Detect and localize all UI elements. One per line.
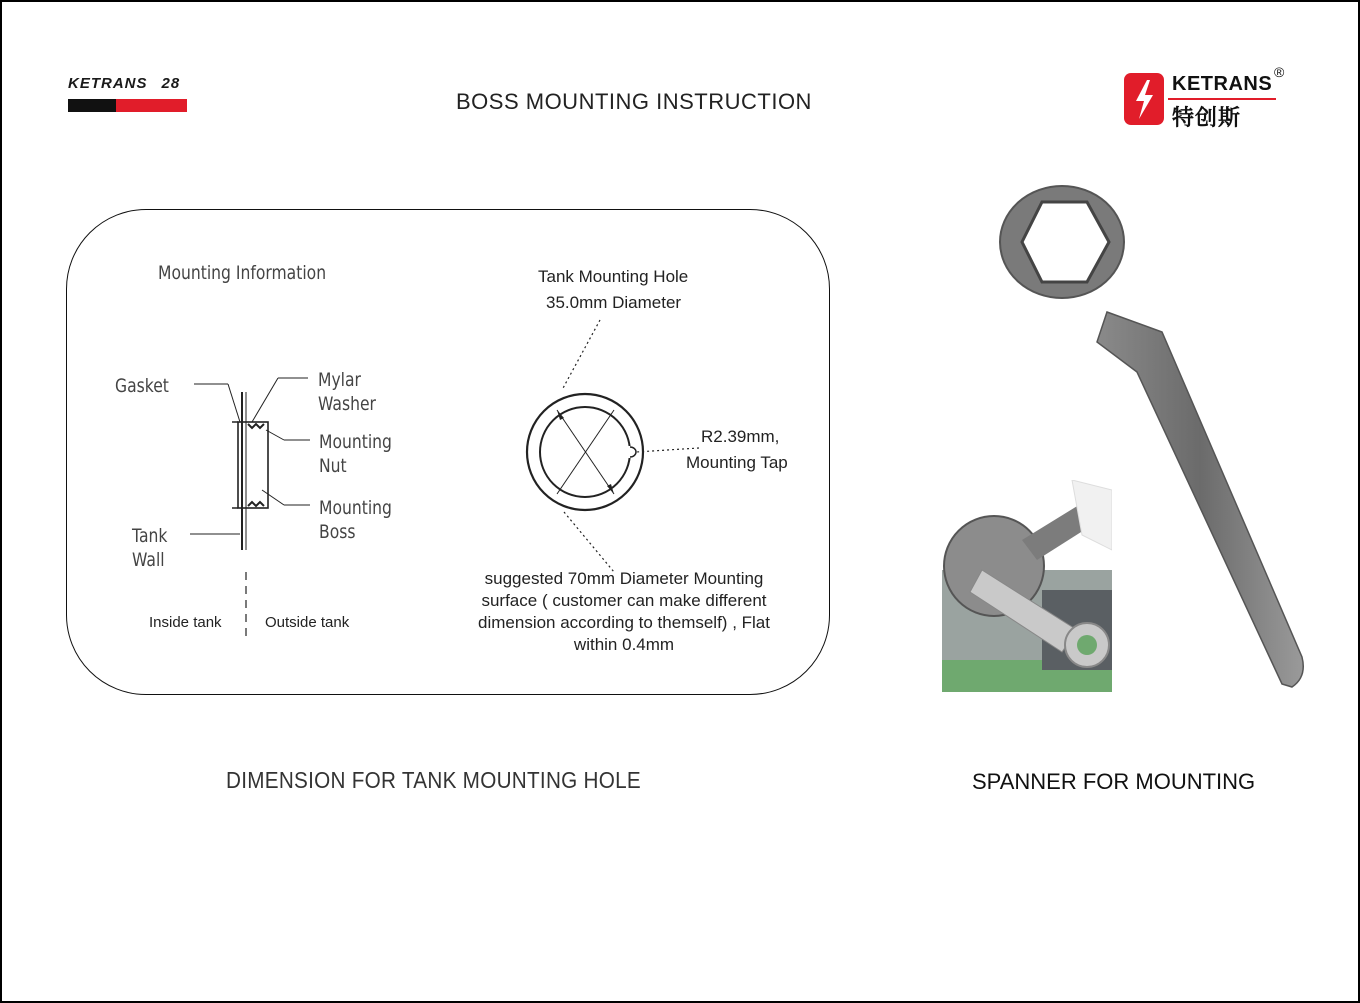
label-gasket: Gasket: [115, 375, 169, 397]
label-tank-line1: Tank: [132, 525, 168, 547]
surface-note-line3: dimension according to themself) , Flat: [478, 613, 770, 632]
header-bar-red: [116, 99, 187, 112]
label-mylar-line2: Washer: [318, 393, 376, 415]
logo-icon-box: [1124, 73, 1164, 125]
label-boss-line2: Boss: [319, 521, 356, 543]
page-number: 28: [161, 75, 181, 92]
lightning-bolt-icon: [1124, 73, 1164, 125]
label-boss-line1: Mounting: [319, 497, 392, 519]
spanner-in-use-photo: [942, 480, 1112, 692]
header-brand-text: KETRANS: [68, 75, 148, 92]
label-nut-line1: Mounting: [319, 431, 392, 453]
surface-note-line4: within 0.4mm: [573, 635, 675, 654]
tap-label-line1: R2.39mm,: [701, 427, 780, 446]
header-bar-black: [68, 99, 116, 112]
hole-title-line1: Tank Mounting Hole: [538, 267, 689, 286]
label-inside-tank: Inside tank: [149, 614, 222, 631]
surface-note-line2: surface ( customer can make different: [481, 591, 767, 610]
label-tank-line2: Wall: [132, 549, 165, 571]
caption-spanner: SPANNER FOR MOUNTING: [972, 769, 1256, 794]
surface-note-line1: suggested 70mm Diameter Mounting: [484, 569, 764, 588]
mounting-info-title: Mounting Information: [158, 262, 327, 284]
label-nut-line2: Nut: [319, 455, 347, 477]
surface-note: [442, 568, 806, 656]
logo-registered-mark: ®: [1274, 64, 1285, 80]
boss-cross-section-drawing: [182, 362, 322, 562]
label-mylar-line1: Mylar: [318, 369, 361, 391]
page-title: BOSS MOUNTING INSTRUCTION: [456, 89, 812, 114]
logo-chinese: 特创斯: [1172, 105, 1242, 130]
inside-outside-divider: [242, 572, 250, 636]
header-brand: [68, 75, 180, 92]
label-outside-tank: Outside tank: [265, 614, 350, 631]
caption-dimension: DIMENSION FOR TANK MOUNTING HOLE: [226, 767, 641, 793]
logo-underline: [1168, 98, 1276, 100]
hole-title-line2: 35.0mm Diameter: [546, 293, 682, 312]
tap-label-line2: Mounting Tap: [686, 453, 788, 472]
logo-english: KETRANS: [1172, 73, 1273, 95]
